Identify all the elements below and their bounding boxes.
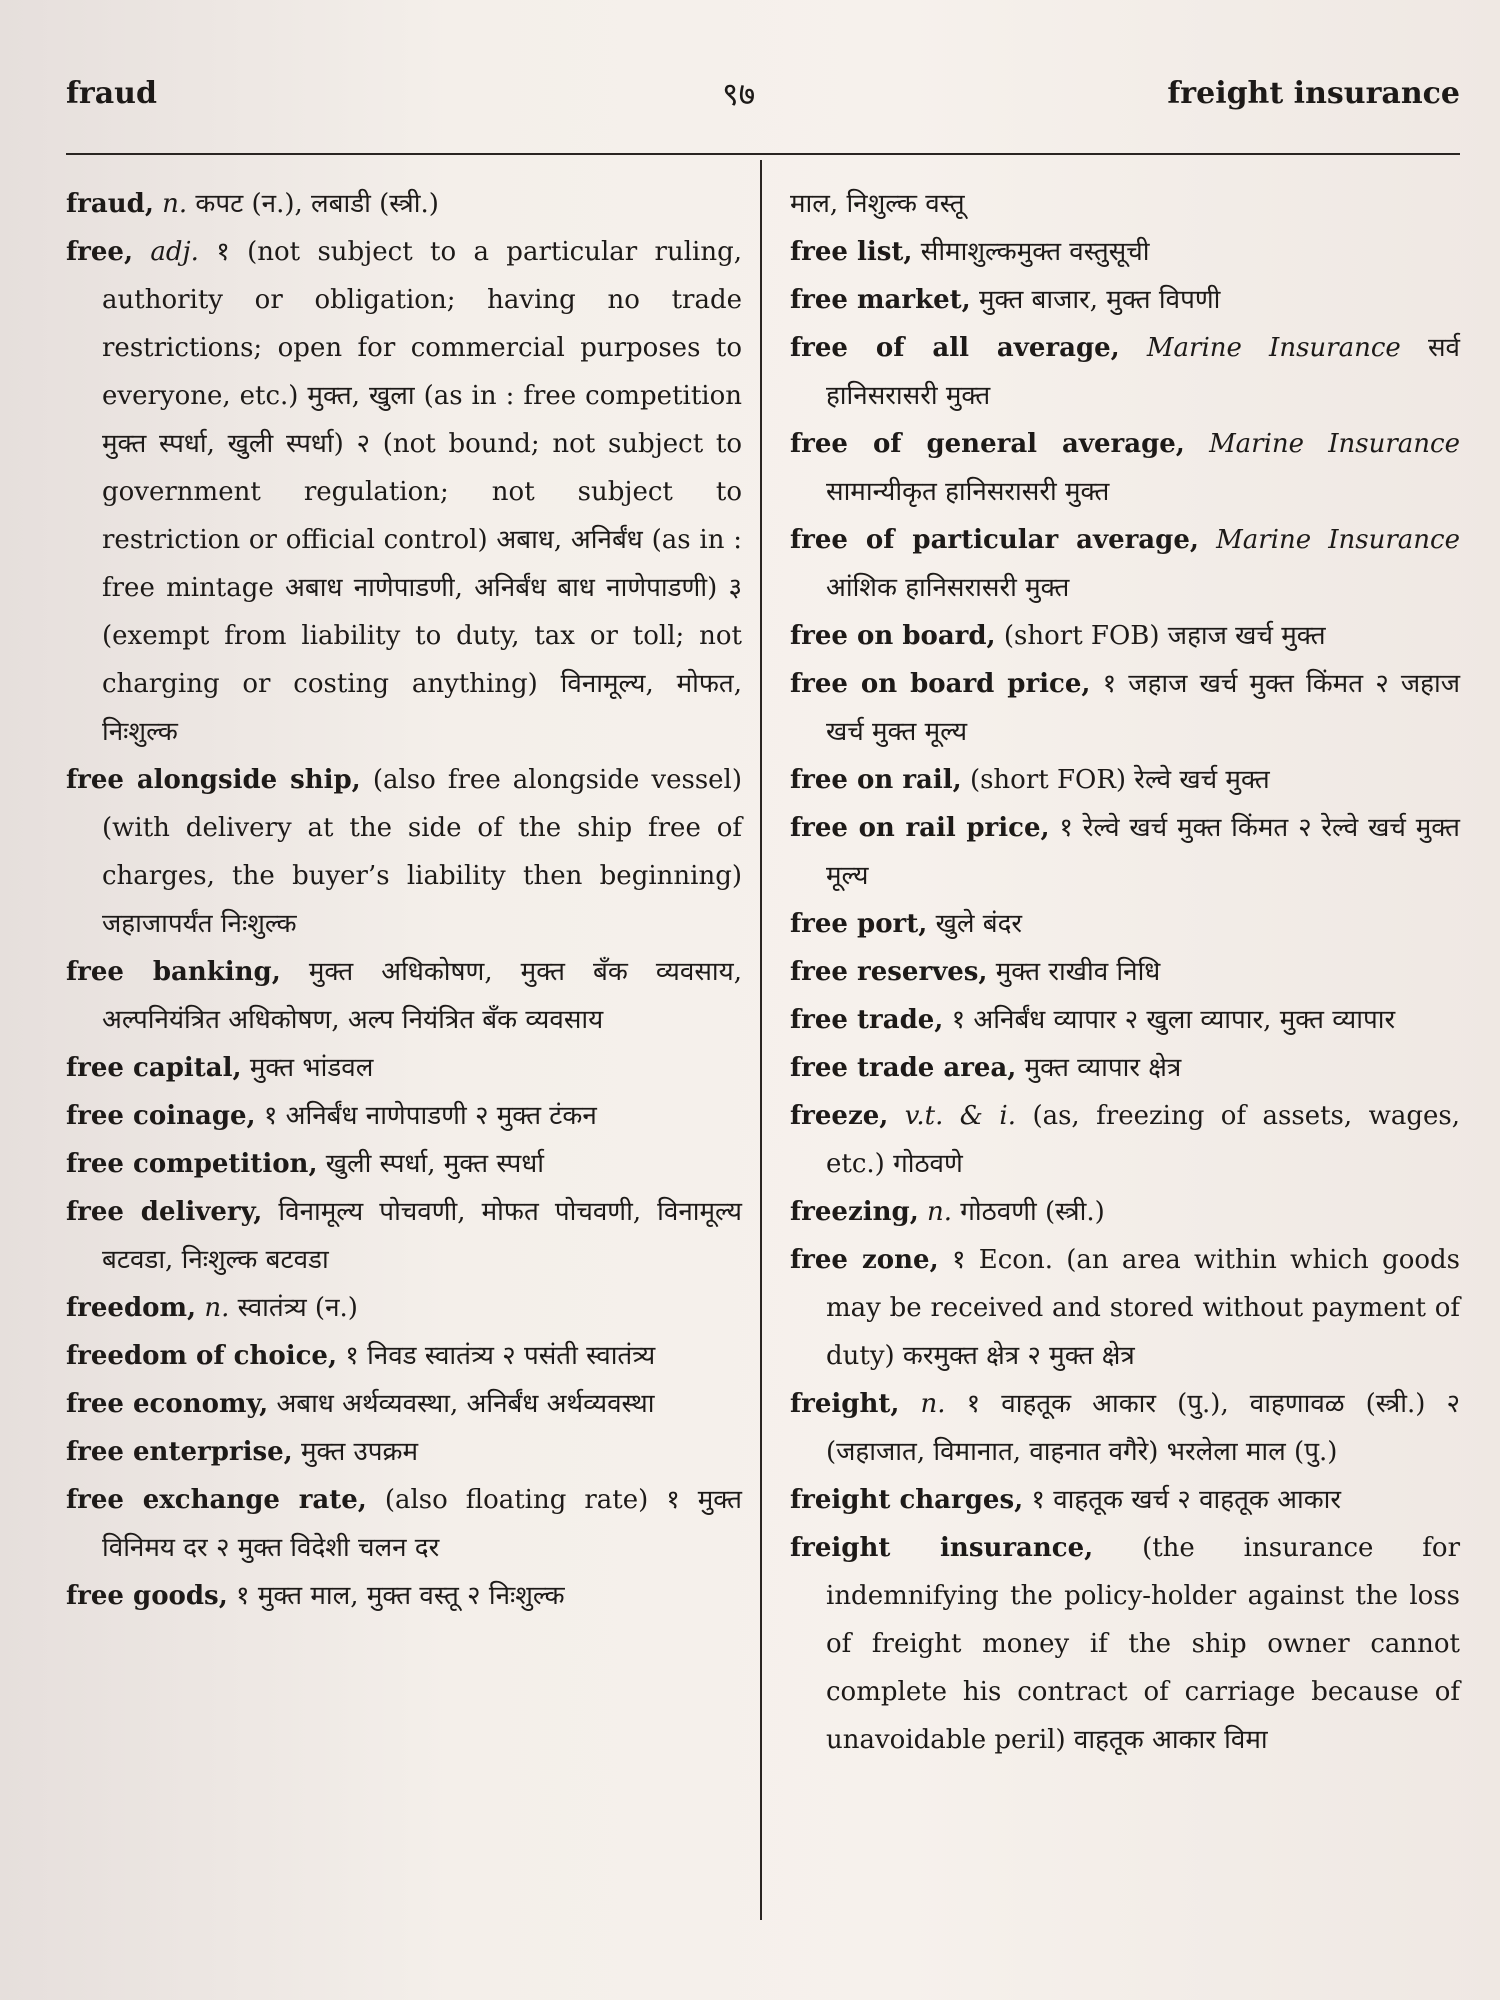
entry-definition: विनामूल्य पोचवणी, मोफत पोचवणी, विनामूल्य बटवडा, निःशुल्क बटवडा	[102, 1197, 743, 1275]
entry-headword: free coinage,	[66, 1101, 256, 1131]
entry-definition: मुक्त राखीव निधि	[995, 957, 1161, 987]
entry-definition: माल, निशुल्क वस्तू	[790, 189, 965, 219]
entry-definition: (the insurance for indemnifying the policy-holder against the loss of freight money if the ship owner cannot complete his contract of carriage because of unavoidable peril) वाहतूक आकार विमा	[826, 1533, 1461, 1755]
entry-definition: सीमाशुल्कमुक्त वस्तुसूची	[920, 237, 1150, 267]
entry-definition: १ Econ. (an area within which goods may be received and stored without payment of duty) करमुक्त क्षेत्र २ मुक्त क्षेत्र	[826, 1245, 1461, 1371]
entry-headword: freight insurance,	[790, 1533, 1094, 1563]
entry-definition: खुली स्पर्धा, मुक्त स्पर्धा	[325, 1149, 544, 1179]
dictionary-entry	[790, 948, 1460, 996]
dictionary-entry	[790, 1188, 1460, 1236]
entry-headword: free goods,	[66, 1581, 228, 1611]
entry-headword: freight,	[790, 1389, 900, 1419]
entry-headword: free alongside ship,	[66, 765, 361, 795]
dictionary-entry	[790, 612, 1460, 660]
dictionary-entry	[66, 1284, 742, 1332]
entry-headword: free,	[66, 237, 134, 267]
entry-headword: freedom of choice,	[66, 1341, 338, 1371]
entry-headword: free of general average,	[790, 429, 1185, 459]
dictionary-entry	[790, 276, 1460, 324]
page-number: ९७	[722, 75, 756, 113]
entry-definition: (also floating rate) १ मुक्त विनिमय दर २ मुक्त विदेशी चलन दर	[102, 1485, 743, 1563]
entry-definition: (short FOR) रेल्वे खर्च मुक्त	[969, 765, 1270, 795]
dictionary-entry	[790, 1044, 1460, 1092]
dictionary-entry	[66, 1380, 742, 1428]
entry-headword: free list,	[790, 237, 913, 267]
dictionary-entry	[790, 180, 1460, 228]
entry-headword: free market,	[790, 285, 971, 315]
entry-headword: freight charges,	[790, 1485, 1024, 1515]
entry-definition: स्वातंत्र्य (न.)	[237, 1293, 358, 1323]
entry-definition: सामान्यीकृत हानिसरासरी मुक्त	[826, 477, 1110, 507]
entry-part-of-speech: Marine Insurance	[1216, 525, 1460, 555]
entry-headword: fraud,	[66, 189, 154, 219]
entry-definition: गोठवणी (स्त्री.)	[960, 1197, 1105, 1227]
entry-headword: free delivery,	[66, 1197, 263, 1227]
dictionary-entry	[66, 1044, 742, 1092]
entry-definition: १ (not subject to a particular ruling, authority or obligation; having no trade restrictions; open for commercial purposes to everyone, etc.) मुक्त, खुला (as in : free competition मुक्त स्पर्धा, खुली स्पर्धा) २ (not bound; not subject to government regulation; not subject to restriction or official control) अबाध, अनिर्बंध (as in : free mintage अबाध नाणेपाडणी, अनिर्बंध बाध नाणेपाडणी) ३ (exempt from liability to duty, tax or toll; not charging or costing anything) विनामूल्य, मोफत, निःशुल्क	[102, 237, 742, 747]
entry-definition: मुक्त उपक्रम	[300, 1437, 419, 1467]
column-divider	[760, 160, 762, 1920]
entry-part-of-speech: n.	[927, 1197, 953, 1227]
dictionary-entry	[66, 948, 742, 1044]
entry-definition: १ वाहतूक आकार (पु.), वाहणावळ (स्त्री.) २ (जहाजात, विमानात, वाहनात वगैरे) भरलेला माल (पु.)	[826, 1389, 1461, 1467]
entry-definition: १ वाहतूक खर्च २ वाहतूक आकार	[1031, 1485, 1342, 1515]
entry-definition: १ निवड स्वातंत्र्य २ पसंती स्वातंत्र्य	[345, 1341, 656, 1371]
entry-definition: मुक्त भांडवल	[249, 1053, 374, 1083]
entry-part-of-speech: n.	[162, 189, 188, 219]
entry-definition: १ अनिर्बंध नाणेपाडणी २ मुक्त टंकन	[263, 1101, 597, 1131]
entry-headword: free enterprise,	[66, 1437, 293, 1467]
entry-definition: मुक्त व्यापार क्षेत्र	[1024, 1053, 1182, 1083]
entry-headword: freezing,	[790, 1197, 919, 1227]
right-column	[790, 180, 1460, 1764]
dictionary-entry	[790, 1380, 1460, 1476]
dictionary-entry	[790, 420, 1460, 516]
entry-headword: free capital,	[66, 1053, 242, 1083]
entry-headword: free reserves,	[790, 957, 988, 987]
dictionary-entry	[790, 324, 1460, 420]
entry-definition: अबाध अर्थव्यवस्था, अनिर्बंध अर्थव्यवस्था	[276, 1389, 655, 1419]
dictionary-entry	[66, 180, 742, 228]
dictionary-entry	[790, 1092, 1460, 1188]
entry-part-of-speech: Marine Insurance	[1209, 429, 1460, 459]
dictionary-entry	[66, 1428, 742, 1476]
entry-headword: free competition,	[66, 1149, 318, 1179]
dictionary-entry	[790, 996, 1460, 1044]
dictionary-entry	[66, 1092, 742, 1140]
entry-definition: १ रेल्वे खर्च मुक्त किंमत २ रेल्वे खर्च मुक्त मूल्य	[826, 813, 1460, 891]
entry-part-of-speech: n.	[204, 1293, 230, 1323]
dictionary-entry	[66, 1188, 742, 1284]
entry-headword: free of particular average,	[790, 525, 1199, 555]
entry-headword: free economy,	[66, 1389, 269, 1419]
dictionary-entry	[790, 1524, 1460, 1764]
entry-headword: free on board,	[790, 621, 996, 651]
entry-headword: free zone,	[790, 1245, 939, 1275]
entry-definition: १ अनिर्बंध व्यापार २ खुला व्यापार, मुक्त व्यापार	[951, 1005, 1396, 1035]
left-column	[66, 180, 742, 1620]
dictionary-entry	[790, 804, 1460, 900]
entry-part-of-speech: Marine Insurance	[1146, 333, 1401, 363]
entry-headword: free of all average,	[790, 333, 1120, 363]
dictionary-entry	[790, 1236, 1460, 1380]
entry-headword: free port,	[790, 909, 928, 939]
dictionary-entry	[790, 228, 1460, 276]
entry-headword: freedom,	[66, 1293, 197, 1323]
dictionary-entry	[66, 228, 742, 756]
dictionary-entry	[66, 1140, 742, 1188]
entry-definition: खुले बंदर	[935, 909, 1023, 939]
dictionary-entry	[790, 1476, 1460, 1524]
dictionary-entry	[66, 1572, 742, 1620]
header-right-guide-word: freight insurance	[1167, 76, 1460, 111]
entry-part-of-speech: n.	[920, 1389, 946, 1419]
entry-headword: freeze,	[790, 1101, 889, 1131]
entry-headword: free on rail,	[790, 765, 962, 795]
entry-definition: १ मुक्त माल, मुक्त वस्तू २ निःशुल्क	[236, 1581, 565, 1611]
header-left-guide-word: fraud	[66, 76, 157, 111]
entry-definition: १ जहाज खर्च मुक्त किंमत २ जहाज खर्च मुक्त मूल्य	[826, 669, 1460, 747]
entry-headword: free on rail price,	[790, 813, 1050, 843]
dictionary-entry	[66, 1476, 742, 1572]
entry-headword: free exchange rate,	[66, 1485, 367, 1515]
dictionary-entry	[66, 756, 742, 948]
entry-definition: मुक्त अधिकोषण, मुक्त बँक व्यवसाय, अल्पनियंत्रित अधिकोषण, अल्प नियंत्रित बँक व्यवसाय	[102, 957, 743, 1035]
entry-definition: सर्व हानिसरासरी मुक्त	[826, 333, 1460, 411]
entry-headword: free banking,	[66, 957, 281, 987]
entry-headword: free on board price,	[790, 669, 1091, 699]
header-rule	[66, 153, 1460, 155]
dictionary-entry	[790, 756, 1460, 804]
entry-definition: (also free alongside vessel) (with delivery at the side of the ship free of charges, the buyer’s liability then beginning) जहाजापर्यंत निःशुल्क	[102, 765, 743, 939]
dictionary-entry	[790, 900, 1460, 948]
entry-definition: मुक्त बाजार, मुक्त विपणी	[978, 285, 1221, 315]
entry-part-of-speech: v.t. & i.	[904, 1101, 1016, 1131]
entry-definition: कपट (न.), लबाडी (स्त्री.)	[195, 189, 439, 219]
entry-definition: आंशिक हानिसरासरी मुक्त	[826, 573, 1070, 603]
entry-headword: free trade area,	[790, 1053, 1017, 1083]
dictionary-entry	[66, 1332, 742, 1380]
dictionary-entry	[790, 516, 1460, 612]
entry-headword: free trade,	[790, 1005, 944, 1035]
dictionary-entry	[790, 660, 1460, 756]
entry-definition: (short FOB) जहाज खर्च मुक्त	[1003, 621, 1326, 651]
entry-definition: (as, freezing of assets, wages, etc.) गोठवणे	[826, 1101, 1461, 1179]
entry-part-of-speech: adj.	[150, 237, 199, 267]
